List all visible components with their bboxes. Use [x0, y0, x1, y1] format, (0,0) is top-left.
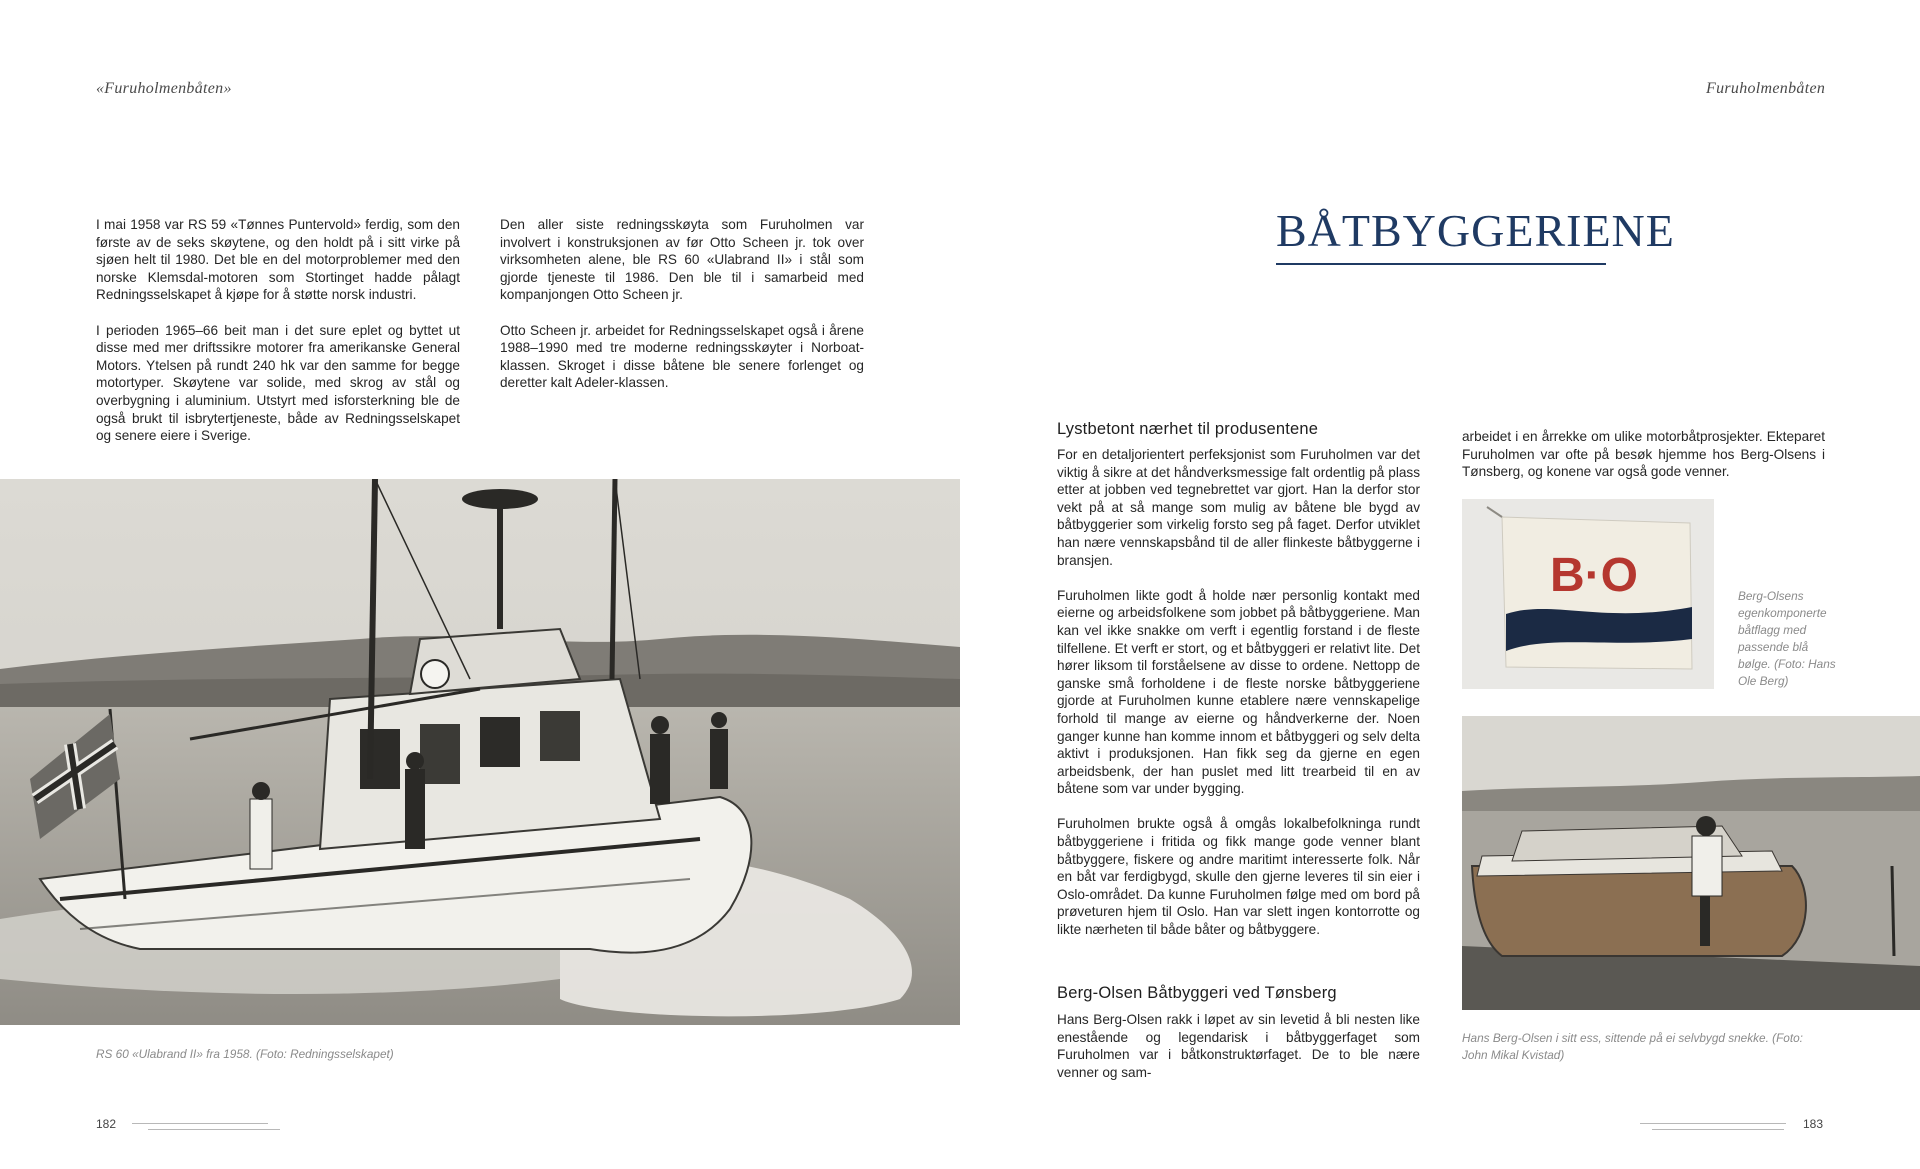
- right-column-1-tail: [1057, 1011, 1420, 1099]
- left-column-1: [96, 216, 460, 462]
- footer-rule: [1640, 1123, 1786, 1124]
- rescue-boat-caption: RS 60 «Ulabrand II» fra 1958. (Foto: Redningsselskapet): [96, 1047, 394, 1061]
- paragraph: For en detaljorientert perfeksjonist som Furuholmen var det viktig å sikre at det håndverksmessige falt ordentlig på plass etter at jobben ved tegnebrettet var gjort. Han la derfor stor vekt på at så mange som mulig av båtene ble bygd av båtbyggerier som virkelig forsto seg på faget. Derfor utviklet han nære vennskapsbånd til de aller flinkeste båtbyggerne i bransjen.: [1057, 447, 1420, 568]
- paragraph: Furuholmen likte godt å holde nær personlig kontakt med eierne og arbeidsfolkene som jobbet på båtbyggeriene. Man kan vel ikke snakke om verft i egentlig forstand i de fleste tilfellene. Et verft er stort, og et båtbyggeri er relativt lite. Det hører liksom til forståelsene av disse to ordene. Nettopp de ganske små forholdene i de fleste norske båtbyggeriene gjorde at Furuholmen kunne etablere nære vennskapelige forhold til mange av eierne og håndverkerne der. Noen ganger kunne han komme innom et båtbyggeri og selv delta aktivt i produksjonen. Han fikk seg da gjerne en egen arbeidsbenk, der han puslet med litt trearbeid til en av båtene som var under bygging.: [1057, 587, 1420, 797]
- paragraph: arbeidet i en årrekke om ulike motorbåtprosjekter. Ekteparet Furuholmen var ofte på besøk hjemme hos Berg-Olsens i Tønsberg, og konene var også gode venner.: [1462, 429, 1825, 480]
- right-column-2: [1462, 428, 1825, 498]
- paragraph: I perioden 1965–66 beit man i det sure eplet og byttet ut disse med mer driftssikre motorer fra amerikanske General Motors. Ytelsen på rundt 240 hk var den samme for begge motortyper. Skøytene var solide, med skrog av stål og overbygning i aluminium. Utstyrt med isforsterkning ble de også brukt til isbrytertjeneste, både av Redningsselskapet og senere eiere i Sverige.: [96, 322, 460, 444]
- flag-letters: B·O: [1550, 549, 1638, 602]
- left-column-2: [500, 216, 864, 410]
- page-number-right: 183: [1803, 1117, 1824, 1131]
- title-underline: [1276, 263, 1606, 265]
- flag-photo: [1462, 499, 1714, 689]
- right-column-1: [1057, 446, 1420, 956]
- paragraph: Den aller siste redningsskøyta som Furuholmen var involvert i konstruksjonen av før Otto Scheen jr. tok over virksomheten alene, ble RS 60 «Ulabrand II» i stål som gjorde tjeneste til 1986. Den ble til i samarbeid med kompanjongen Otto Scheen jr.: [500, 217, 864, 303]
- footer-rule: [1652, 1129, 1784, 1130]
- flag-caption: Berg-Olsens egenkomponerte båtflagg med passende blå bølge. (Foto: Hans Ole Berg): [1738, 589, 1836, 688]
- flag-illustration: [1462, 499, 1714, 689]
- chapter-title: BÅTBYGGERIENE: [1276, 205, 1675, 256]
- rescue-boat-photo: [0, 479, 960, 1025]
- berg-olsen-caption: Hans Berg-Olsen i sitt ess, sittende på ei selvbygd snekke. (Foto: John Mikal Kvistad): [1462, 1031, 1803, 1062]
- paragraph: Furuholmen brukte også å omgås lokalbefolkninga rundt båtbyggeriene i fritida og fikk mange gode venner blant båtbyggere, fiskere og andre maritimt interesserte folk. Når en båt var ferdigbygd, skulle den gjerne leveres til sin eier i Oslo-området. Da kunne Furuholmen følge med om bord på prøveturen hjem til Oslo. Han var slett ingen kontorrotte og likte nærheten til både båter og båtbyggere.: [1057, 816, 1420, 938]
- running-head-left: «Furuholmenbåten»: [96, 80, 232, 97]
- footer-rule: [148, 1129, 280, 1130]
- section-heading: Berg-Olsen Båtbyggeri ved Tønsberg: [1057, 984, 1337, 1002]
- paragraph: Otto Scheen jr. arbeidet for Redningsselskapet også i årene 1988–1990 med tre moderne redningsskøyter i Norboat-klassen. Skroget i disse båtene ble senere forlenget og deretter kalt Adeler-klassen.: [500, 322, 864, 391]
- paragraph: I mai 1958 var RS 59 «Tønnes Puntervold» ferdig, som den første av de seks skøytene, og den holdt på i sitt virke på sjøen helt til 1980. Det ble en del motorproblemer med den norske Klemsdal-motoren som Stortinget hadde pålagt Redningsselskapet å kjøpe for å støtte norsk industri.: [96, 217, 460, 303]
- section-heading: Lystbetont nærhet til produsentene: [1057, 420, 1319, 438]
- rescue-boat-illustration: [0, 479, 960, 1025]
- running-head-right: Furuholmenbåten: [1706, 80, 1826, 97]
- footer-rule: [132, 1123, 268, 1124]
- berg-olsen-photo: [1462, 716, 1920, 1010]
- berg-olsen-illustration: [1462, 716, 1920, 1010]
- page-number-left: 182: [96, 1117, 117, 1131]
- paragraph: Hans Berg-Olsen rakk i løpet av sin levetid å bli nesten like enestående og legendarisk i båtbyggerfaget som Furuholmen var i båtkonstruktørfaget. De to ble nære venner og sam-: [1057, 1012, 1420, 1080]
